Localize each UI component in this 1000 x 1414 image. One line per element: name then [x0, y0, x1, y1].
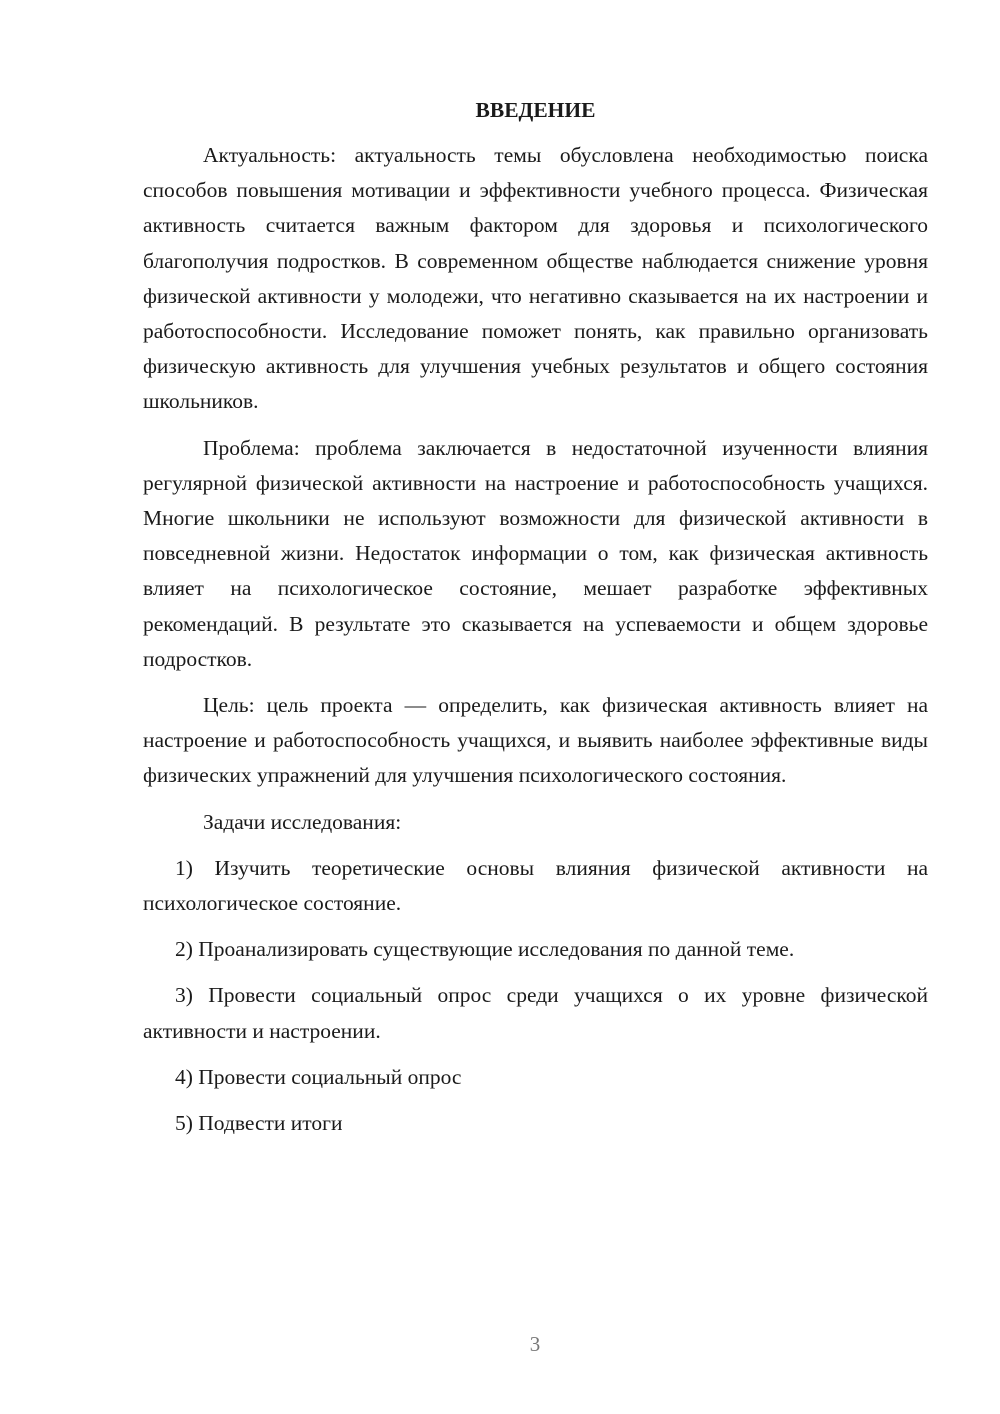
section-title: ВВЕДЕНИЕ	[475, 98, 596, 122]
task-item-5: 5) Подвести итоги	[175, 1111, 343, 1136]
task-item-2: 2) Проанализировать существующие исследования по данной теме.	[175, 937, 795, 962]
paragraph-goal: Цель: цель проекта — определить, как физическая активность влияет на настроение и работоспособность учащихся, и выявить наиболее эффективные виды физических упражнений для улучшения психологического состояния.	[143, 693, 928, 788]
task-item-3: 3) Провести социальный опрос среди учащихся о их уровне физической активности и настроении.	[143, 983, 928, 1043]
tasks-heading: Задачи исследования:	[203, 809, 402, 834]
paragraph-relevance: Актуальность: актуальность темы обусловлена необходимостью поиска способов повышения мотивации и эффективности учебного процесса. Физическая активность считается важным фактором для здоровья и психологического благополучия подростков. В современном обществе наблюдается снижение уровня физической активности у молодежи, что негативно сказывается на их настроении и работоспособности. Исследование поможет понять, как правильно организовать физическую активность для улучшения учебных результатов и общего состояния школьников.	[143, 143, 928, 414]
task-item-1: 1) Изучить теоретические основы влияния физической активности на психологическое состояние.	[143, 855, 928, 916]
document-page	[143, 92, 928, 1152]
paragraph-problem: Проблема: проблема заключается в недостаточной изученности влияния регулярной физической активности на настроение и работоспособность учащихся. Многие школьники не используют возможности для физической активности в повседневной жизни. Недостаток информации о том, как физическая активность влияет на психологическое состояние, мешает разработке эффективных рекомендаций. В результате это сказывается на успеваемости и общем здоровье подростков.	[143, 435, 928, 671]
page-number: 3	[529, 1332, 541, 1356]
task-item-4: 4) Провести социальный опрос	[175, 1064, 462, 1089]
